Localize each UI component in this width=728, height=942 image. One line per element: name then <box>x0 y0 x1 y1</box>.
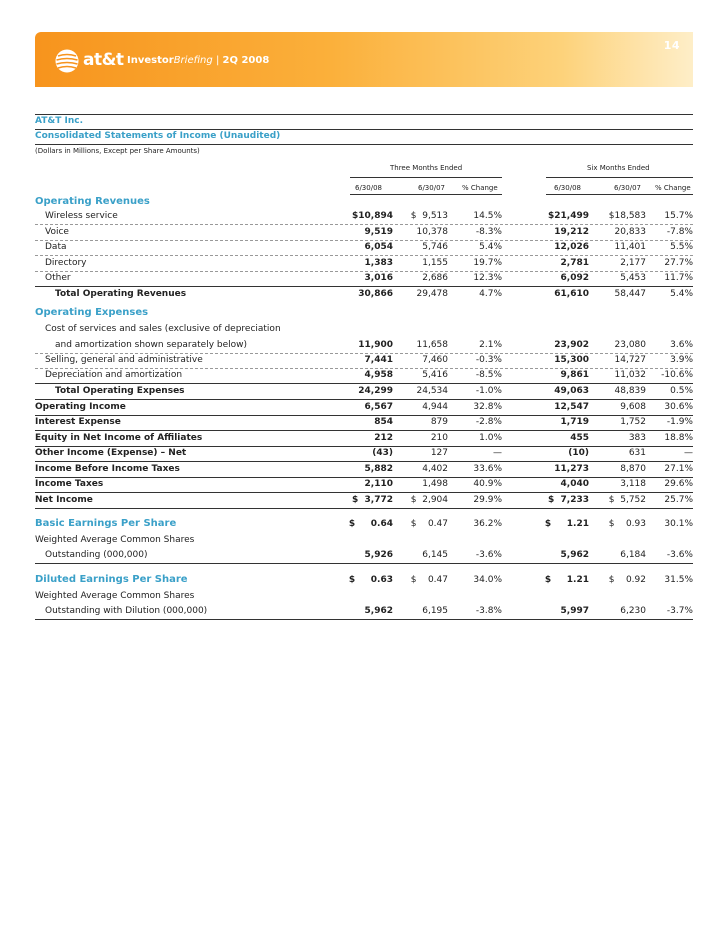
row-label: Outstanding (000,000) <box>45 550 148 560</box>
cell-value: 5.5% <box>670 242 693 252</box>
cell-value: 4,402 <box>422 464 448 474</box>
cell-value: 854 <box>374 417 393 427</box>
table-row <box>35 322 693 337</box>
cell-value: 30.1% <box>664 519 693 529</box>
table-row <box>35 462 693 478</box>
cell-value: $18,583 <box>608 211 646 221</box>
cell-value: 14,727 <box>614 355 646 365</box>
cell-value: 33.6% <box>473 464 502 474</box>
row-label: Total Operating Expenses <box>55 386 185 396</box>
col-header: 6/30/07 <box>418 184 445 192</box>
row-label: Equity in Net Income of Affiliates <box>35 433 203 443</box>
cell-value: 1,383 <box>364 258 393 268</box>
cell-value: 7,441 <box>364 355 393 365</box>
cell-value: 29.6% <box>664 479 693 489</box>
cell-value: 12.3% <box>473 273 502 283</box>
cell-value: — <box>493 448 502 458</box>
table-row <box>35 338 693 354</box>
row-label: Data <box>45 242 67 252</box>
cell-value: 6,092 <box>560 273 589 283</box>
units-note: (Dollars in Millions, Except per Share Amounts) <box>35 147 200 155</box>
cell-value: 2,781 <box>560 258 589 268</box>
cell-value: 5,926 <box>364 550 393 560</box>
cell-value: 2,686 <box>422 273 448 283</box>
cell-value: 1,498 <box>422 479 448 489</box>
cell-value: 24,299 <box>358 386 393 396</box>
cell-value: 4,958 <box>364 370 393 380</box>
cell-value: 3.9% <box>670 355 693 365</box>
cell-value: 2,110 <box>364 479 393 489</box>
cell-value: — <box>684 448 693 458</box>
cell-value: $ 0.93 <box>608 519 646 529</box>
cell-value: 15,300 <box>554 355 589 365</box>
table-row <box>35 431 693 447</box>
cell-value: 12,547 <box>554 402 589 412</box>
section-diluted-eps: Diluted Earnings Per Share <box>35 574 188 585</box>
cell-value: 15.7% <box>664 211 693 221</box>
cell-value: 11,273 <box>554 464 589 474</box>
table-row <box>35 209 693 225</box>
cell-value: 5,997 <box>560 606 589 616</box>
cell-value: 9,608 <box>620 402 646 412</box>
cell-value: 49,063 <box>554 386 589 396</box>
cell-value: 4,944 <box>422 402 448 412</box>
table-row <box>35 573 693 588</box>
table-row <box>35 589 693 604</box>
table-row <box>35 415 693 431</box>
cell-value: 11,900 <box>358 340 393 350</box>
cell-value: 14.5% <box>473 211 502 221</box>
rule <box>546 194 693 195</box>
cell-value: -7.8% <box>666 227 693 237</box>
col-header: 6/30/08 <box>355 184 382 192</box>
table-row <box>35 533 693 548</box>
row-label: Interest Expense <box>35 417 121 427</box>
cell-value: 27.1% <box>664 464 693 474</box>
cell-value: 36.2% <box>473 519 502 529</box>
section-operating-revenues: Operating Revenues <box>35 196 150 207</box>
row-label: Total Operating Revenues <box>55 289 187 299</box>
cell-value: 9,861 <box>560 370 589 380</box>
cell-value: $ 0.47 <box>410 519 448 529</box>
table-row <box>35 353 693 369</box>
row-label: Income Before Income Taxes <box>35 464 180 474</box>
table-row <box>35 477 693 493</box>
rule <box>546 177 693 178</box>
table-row <box>35 400 693 416</box>
rule <box>350 177 502 178</box>
cell-value: 455 <box>570 433 589 443</box>
cell-value: (43) <box>372 448 393 458</box>
cell-value: $ 0.63 <box>348 575 393 585</box>
cell-value: 1,155 <box>422 258 448 268</box>
cell-value: 19.7% <box>473 258 502 268</box>
cell-value: 31.5% <box>664 575 693 585</box>
row-label: Directory <box>45 258 87 268</box>
cell-value: 61,610 <box>554 289 589 299</box>
row-label: Other Income (Expense) – Net <box>35 448 187 458</box>
cell-value: 4.7% <box>479 289 502 299</box>
cell-value: 24,534 <box>416 386 448 396</box>
col-header: % Change <box>655 184 691 192</box>
cell-value: 127 <box>430 448 448 458</box>
cell-value: 210 <box>430 433 448 443</box>
cell-value: 5,453 <box>620 273 646 283</box>
table-row <box>35 493 693 509</box>
table-row <box>35 446 693 462</box>
cell-value: -3.6% <box>666 550 693 560</box>
cell-value: (10) <box>568 448 589 458</box>
row-label: Wireless service <box>45 211 118 221</box>
cell-value: 5,962 <box>364 606 393 616</box>
cell-value: 32.8% <box>473 402 502 412</box>
cell-value: 11,401 <box>614 242 646 252</box>
row-label: Income Taxes <box>35 479 104 489</box>
table-row <box>35 517 693 532</box>
cell-value: $ 0.92 <box>608 575 646 585</box>
cell-value: 6,195 <box>422 606 448 616</box>
cell-value: 7,460 <box>422 355 448 365</box>
cell-value: 6,054 <box>364 242 393 252</box>
cell-value: -8.5% <box>475 370 502 380</box>
cell-value: -3.7% <box>666 606 693 616</box>
cell-value: 11,658 <box>416 340 448 350</box>
cell-value: $ 7,233 <box>548 495 589 505</box>
cell-value: -0.3% <box>475 355 502 365</box>
col-header: 6/30/08 <box>554 184 581 192</box>
cell-value: 6,567 <box>364 402 393 412</box>
cell-value: 5,962 <box>560 550 589 560</box>
cell-value: 2,177 <box>620 258 646 268</box>
cell-value: $ 0.64 <box>348 519 393 529</box>
cell-value: -2.8% <box>475 417 502 427</box>
cell-value: $ 2,904 <box>410 495 448 505</box>
att-globe-icon <box>55 49 79 73</box>
col-header: 6/30/07 <box>614 184 641 192</box>
cell-value: -10.6% <box>661 370 693 380</box>
cell-value: 3,118 <box>620 479 646 489</box>
cell-value: 27.7% <box>664 258 693 268</box>
cell-value: $ 0.47 <box>410 575 448 585</box>
cell-value: 1,752 <box>620 417 646 427</box>
cell-value: 23,080 <box>614 340 646 350</box>
cell-value: 19,212 <box>554 227 589 237</box>
table-row <box>35 287 693 302</box>
cell-value: 11.7% <box>664 273 693 283</box>
cell-value: 6,230 <box>620 606 646 616</box>
cell-value: 30,866 <box>358 289 393 299</box>
cell-value: $ 9,513 <box>410 211 448 221</box>
cell-value: 3.6% <box>670 340 693 350</box>
cell-value: 0.5% <box>670 386 693 396</box>
row-label: Weighted Average Common Shares <box>35 591 195 601</box>
cell-value: $ 3,772 <box>352 495 393 505</box>
cell-value: 8,870 <box>620 464 646 474</box>
cell-value: 3,016 <box>364 273 393 283</box>
cell-value: 5.4% <box>670 289 693 299</box>
row-label: Cost of services and sales (exclusive of depreciation <box>45 324 281 334</box>
three-months-header: Three Months Ended <box>390 164 463 172</box>
cell-value: 11,032 <box>614 370 646 380</box>
table-row <box>35 368 693 384</box>
rule <box>35 114 693 115</box>
cell-value: 5,882 <box>364 464 393 474</box>
cell-value: 30.6% <box>664 402 693 412</box>
cell-value: $ 5,752 <box>608 495 646 505</box>
investor-briefing-label: InvestorBriefing | 2Q 2008 <box>127 55 270 66</box>
table-row <box>35 271 693 287</box>
cell-value: 1,719 <box>560 417 589 427</box>
cell-value: 212 <box>374 433 393 443</box>
table-row <box>35 256 693 272</box>
section-operating-expenses: Operating Expenses <box>35 307 149 318</box>
page-number: 14 <box>663 39 680 52</box>
cell-value: 4,040 <box>560 479 589 489</box>
row-label: Voice <box>45 227 69 237</box>
cell-value: 48,839 <box>614 386 646 396</box>
cell-value: 29.9% <box>473 495 502 505</box>
row-label: Selling, general and administrative <box>45 355 203 365</box>
company-name: AT&T Inc. <box>35 116 84 126</box>
row-label: and amortization shown separately below) <box>55 340 248 350</box>
rule <box>35 144 693 145</box>
cell-value: 10,378 <box>416 227 448 237</box>
cell-value: -3.6% <box>475 550 502 560</box>
table-row <box>35 384 693 400</box>
cell-value: 5.4% <box>479 242 502 252</box>
cell-value: -1.0% <box>475 386 502 396</box>
cell-value: 5,746 <box>422 242 448 252</box>
section-basic-eps: Basic Earnings Per Share <box>35 518 177 529</box>
cell-value: 18.8% <box>664 433 693 443</box>
rule <box>35 129 693 130</box>
row-label: Depreciation and amortization <box>45 370 183 380</box>
table-row <box>35 548 693 564</box>
row-label: Net Income <box>35 495 93 505</box>
cell-value: 5,416 <box>422 370 448 380</box>
cell-value: 879 <box>430 417 448 427</box>
cell-value: 383 <box>628 433 646 443</box>
cell-value: 40.9% <box>473 479 502 489</box>
six-months-header: Six Months Ended <box>587 164 650 172</box>
cell-value: -8.3% <box>475 227 502 237</box>
row-label: Weighted Average Common Shares <box>35 535 195 545</box>
statement-title: Consolidated Statements of Income (Unaudited) <box>35 131 281 141</box>
cell-value: 58,447 <box>614 289 646 299</box>
cell-value: 25.7% <box>664 495 693 505</box>
cell-value: 9,519 <box>364 227 393 237</box>
cell-value: 6,145 <box>422 550 448 560</box>
cell-value: $21,499 <box>548 211 589 221</box>
cell-value: 20,833 <box>614 227 646 237</box>
cell-value: 1.0% <box>479 433 502 443</box>
row-label: Other <box>45 273 71 283</box>
cell-value: 12,026 <box>554 242 589 252</box>
cell-value: 29,478 <box>416 289 448 299</box>
cell-value: 23,902 <box>554 340 589 350</box>
col-header: % Change <box>462 184 498 192</box>
cell-value: $ 1.21 <box>544 575 589 585</box>
row-label: Outstanding with Dilution (000,000) <box>45 606 208 616</box>
cell-value: 34.0% <box>473 575 502 585</box>
rule <box>350 194 502 195</box>
table-row <box>35 240 693 256</box>
table-row <box>35 225 693 241</box>
row-label: Operating Income <box>35 402 126 412</box>
cell-value: 631 <box>628 448 646 458</box>
cell-value: 6,184 <box>620 550 646 560</box>
cell-value: $ 1.21 <box>544 519 589 529</box>
cell-value: $10,894 <box>352 211 393 221</box>
att-logo-text: at&t <box>83 50 124 70</box>
cell-value: -3.8% <box>475 606 502 616</box>
cell-value: -1.9% <box>666 417 693 427</box>
cell-value: 2.1% <box>479 340 502 350</box>
table-row <box>35 604 693 620</box>
